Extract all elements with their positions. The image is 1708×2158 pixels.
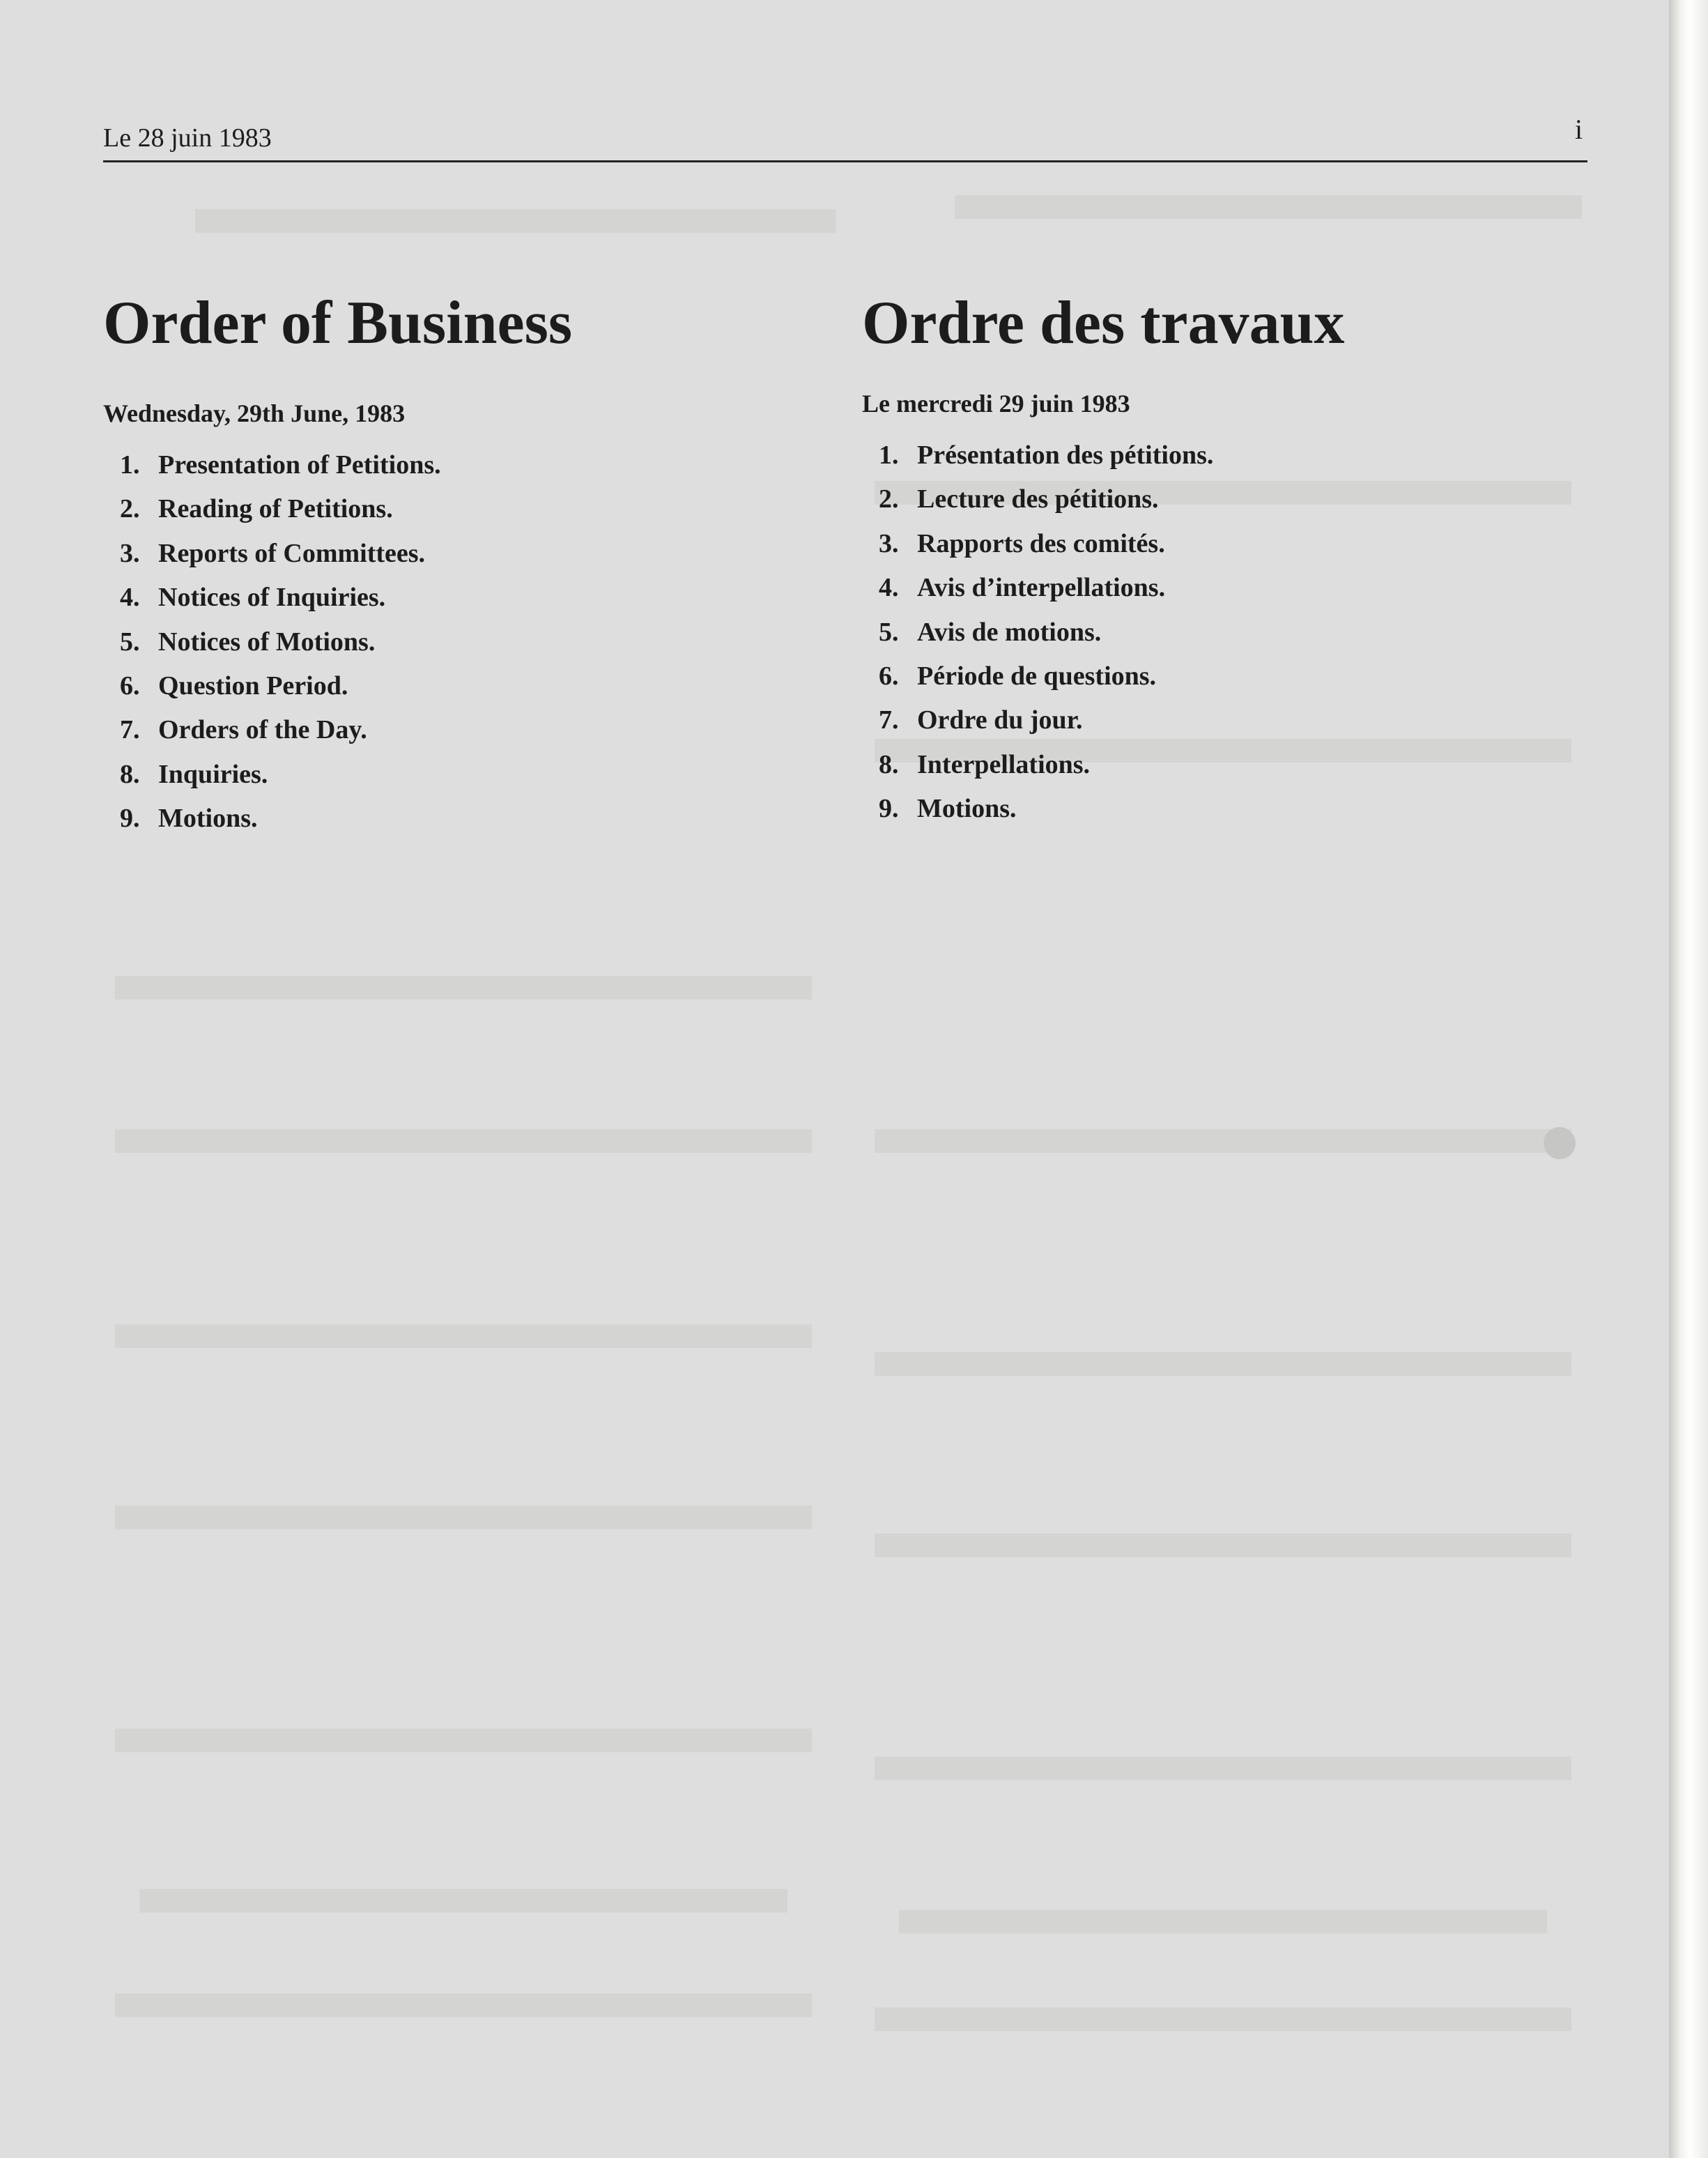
item-label: Reports of Committees. <box>158 538 426 568</box>
item-number: 7. <box>120 715 140 745</box>
running-header-date: Le 28 juin 1983 <box>103 123 272 153</box>
show-through-line <box>115 976 812 1000</box>
item-number: 5. <box>879 617 899 647</box>
agenda-item <box>879 611 1594 655</box>
item-number: 4. <box>120 583 140 613</box>
show-through-line <box>875 1533 1571 1557</box>
item-label: Lecture des pétitions. <box>917 484 1159 514</box>
item-label: Motions. <box>917 794 1017 824</box>
show-through-line <box>115 1729 812 1752</box>
agenda-item <box>879 566 1594 610</box>
item-number: 2. <box>120 494 140 524</box>
agenda-item <box>120 664 800 708</box>
item-label: Présentation des pétitions. <box>917 441 1214 470</box>
item-label: Motions. <box>158 804 258 834</box>
show-through-line <box>115 1506 812 1529</box>
item-number: 9. <box>120 804 140 834</box>
item-label: Interpellations. <box>917 749 1091 779</box>
agenda-item <box>879 787 1594 831</box>
item-number: 5. <box>120 627 140 657</box>
item-number: 8. <box>879 749 899 779</box>
agenda-item <box>120 487 800 531</box>
french-column <box>862 289 1594 832</box>
agenda-item <box>120 708 800 752</box>
item-label: Question Period. <box>158 671 348 701</box>
item-label: Orders of the Day. <box>158 715 367 745</box>
show-through-line <box>955 195 1582 219</box>
show-through-line <box>875 1129 1571 1153</box>
book-page-edge <box>1669 0 1708 2158</box>
agenda-item <box>120 753 800 797</box>
item-number: 1. <box>879 441 899 470</box>
english-agenda-list <box>103 443 800 841</box>
agenda-item <box>879 698 1594 742</box>
item-number: 1. <box>120 450 140 480</box>
english-column <box>103 289 800 841</box>
show-through-line <box>875 1352 1571 1376</box>
agenda-item <box>879 522 1594 566</box>
agenda-item <box>879 743 1594 787</box>
show-through-line <box>115 1324 812 1348</box>
agenda-item <box>120 443 800 487</box>
item-number: 4. <box>879 573 899 603</box>
item-number: 3. <box>879 528 899 558</box>
french-date: Le mercredi 29 juin 1983 <box>862 390 1130 418</box>
item-label: Notices of Inquiries. <box>158 583 386 613</box>
page-number: i <box>1575 114 1583 145</box>
show-through-line <box>195 209 836 233</box>
item-label: Période de questions. <box>917 661 1157 691</box>
item-label: Avis de motions. <box>917 617 1102 647</box>
scan-mark <box>1544 1127 1576 1159</box>
item-label: Rapports des comités. <box>917 528 1165 558</box>
item-label: Presentation of Petitions. <box>158 450 441 480</box>
item-label: Notices of Motions. <box>158 627 376 657</box>
item-number: 7. <box>879 705 899 735</box>
agenda-item <box>879 434 1594 477</box>
header-rule <box>103 160 1587 162</box>
agenda-item <box>120 576 800 620</box>
item-number: 3. <box>120 538 140 568</box>
item-number: 8. <box>120 759 140 789</box>
item-number: 6. <box>879 661 899 691</box>
show-through-line <box>875 2007 1571 2031</box>
show-through-line <box>899 1910 1547 1934</box>
show-through-line <box>875 1757 1571 1780</box>
agenda-item <box>120 532 800 576</box>
item-number: 9. <box>879 794 899 824</box>
french-agenda-list <box>862 434 1594 832</box>
item-label: Inquiries. <box>158 759 268 789</box>
agenda-item <box>879 655 1594 698</box>
show-through-line <box>139 1889 787 1913</box>
item-label: Avis d’interpellations. <box>917 573 1166 603</box>
english-date: Wednesday, 29th June, 1983 <box>103 399 406 427</box>
item-number: 2. <box>879 484 899 514</box>
agenda-item <box>879 477 1594 521</box>
show-through-line <box>115 1129 812 1153</box>
french-title: Ordre des travaux <box>862 289 1345 357</box>
item-label: Ordre du jour. <box>917 705 1083 735</box>
show-through-line <box>115 1994 812 2017</box>
english-title: Order of Business <box>103 289 573 357</box>
item-number: 6. <box>120 671 140 701</box>
item-label: Reading of Petitions. <box>158 494 393 524</box>
agenda-item <box>120 797 800 841</box>
agenda-item <box>120 620 800 664</box>
